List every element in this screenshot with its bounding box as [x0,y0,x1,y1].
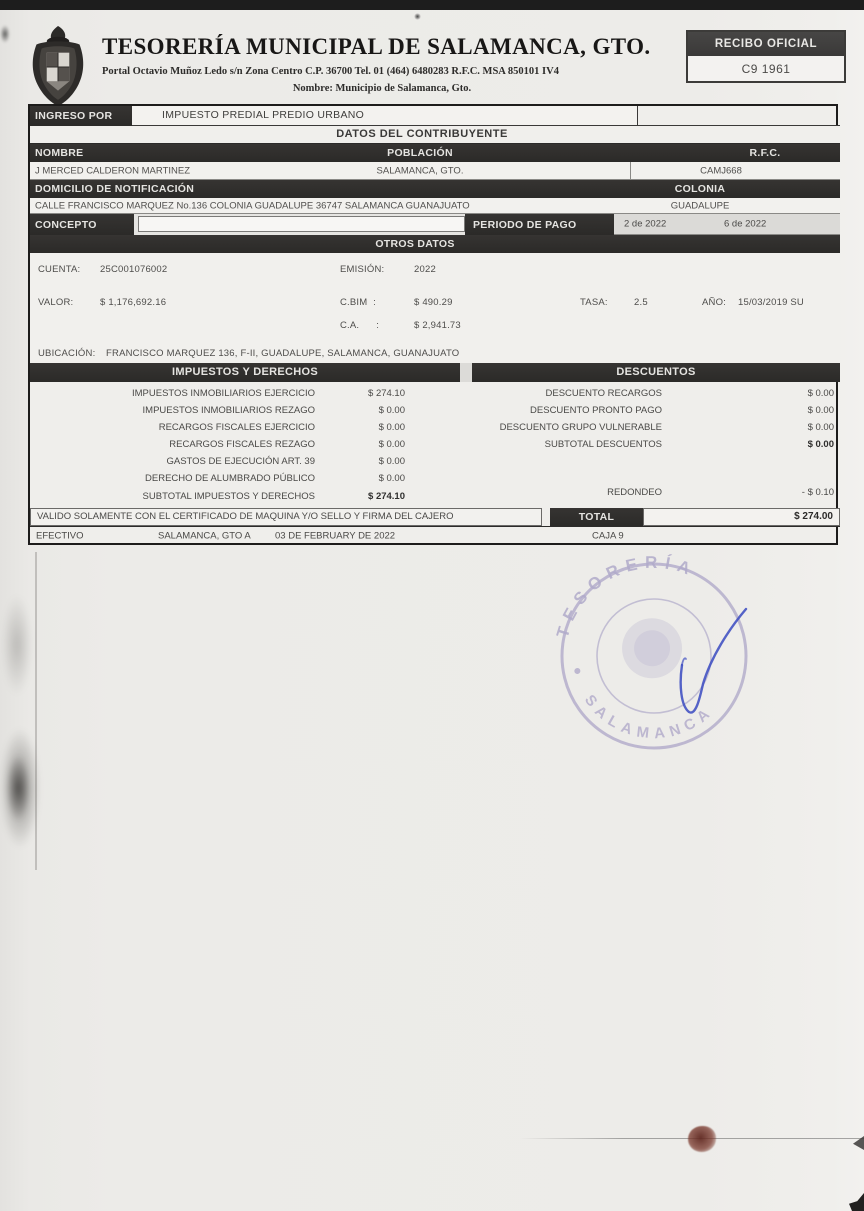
band-gap [460,363,472,382]
ubicacion-value: FRANCISCO MARQUEZ 136, F-II, GUADALUPE, SALAMANCA, GUANAJUATO [106,348,460,359]
receipt-number: C9 1961 [741,62,791,76]
concepto-row [30,214,840,235]
poblacion-label: POBLACIÓN [387,147,453,159]
valor-label: VALOR: [38,297,74,308]
ano-value: 15/03/2019 SU [738,297,804,308]
line-item-row: RECARGOS FISCALES REZAGO $ 0.00 [169,439,405,450]
scan-top-border [0,0,864,10]
subtotal-descuentos-row: SUBTOTAL DESCUENTOS $ 0.00 [544,439,834,450]
section-title: OTROS DATOS [375,238,455,250]
payment-date: 03 DE FEBRUARY DE 2022 [275,530,396,542]
ingreso-por-value-cell: IMPUESTO PREDIAL PREDIO URBANO [132,106,638,126]
ingreso-row-filler [638,106,840,126]
colonia-value: GUADALUPE [670,200,730,211]
domicilio-values-row [30,198,840,214]
line-item-row: RECARGOS FISCALES EJERCICIO $ 0.00 [158,422,405,433]
periodo-de-pago-label-cell: PERIODO DE PAGO [465,214,614,235]
scan-smudge [0,25,10,43]
receipt-box-label: RECIBO OFICIAL [688,32,844,56]
office-name-line: Nombre: Municipio de Salamanca, Gto. [292,83,472,94]
subtotal-impuestos-row: SUBTOTAL IMPUESTOS Y DERECHOS $ 274.10 [142,491,405,502]
payment-cashbox: CAJA 9 [592,530,624,542]
stamp-arc-bottom-text: SALAMANCA [580,691,718,743]
municipal-coat-of-arms-icon [29,25,87,107]
periodo-from: 2 de 2022 [624,218,667,230]
cashier-signature [636,585,776,735]
scan-speck [414,13,421,20]
ink-stain [688,1126,716,1152]
official-receipt-box [686,30,846,83]
cuenta-value: 25C001076002 [100,264,168,275]
contribuyente-rfc: CAMJ668 [700,165,742,176]
tasa-value: 2.5 [634,297,648,308]
section-otros-datos [30,235,840,253]
payment-method: EFECTIVO [36,530,84,542]
cuenta-label: CUENTA: [38,264,81,275]
line-item-row: IMPUESTOS INMOBILIARIOS EJERCICIO $ 274.10 [132,388,405,399]
payment-place: SALAMANCA, GTO A [158,530,251,542]
ingreso-por-label-cell: INGRESO POR [30,106,132,126]
concepto-label-cell: CONCEPTO [30,214,134,235]
ano-label: AÑO: [702,297,727,308]
colonia-label: COLONIA [674,183,726,195]
emision-label: EMISIÓN: [340,264,385,275]
domicilio-value: CALLE FRANCISCO MARQUEZ No.136 COLONIA GUADALUPE 36747 SALAMANCA GUANAJUATO [35,200,470,211]
line-item-row: DESCUENTO GRUPO VULNERABLE $ 0.00 [499,422,834,433]
line-item-row: IMPUESTOS INMOBILIARIOS REZAGO $ 0.00 [142,405,405,416]
emision-value: 2022 [414,264,436,275]
contribuyente-values-row [30,162,840,180]
ubicacion-label: UBICACIÓN: [38,348,96,359]
domicilio-header-band [30,180,840,198]
total-amount-cell: $ 274.00 [643,508,840,526]
periodo-de-pago-values [614,214,840,235]
domicilio-label: DOMICILIO DE NOTIFICACIÓN [35,183,195,195]
scan-smudge [0,728,40,848]
redondeo-row: REDONDEO - $ 0.10 [607,487,834,498]
cbim-value: $ 490.29 [414,297,453,308]
nombre-label: NOMBRE [35,147,84,159]
stamp-arc-top-text: TESORERÍA [552,552,700,640]
ca-label: C.A. : [340,320,380,331]
scan-edge-line [35,552,37,870]
office-address: Portal Octavio Muñoz Ledo s/n Zona Centro C.P. 36700 Tel. 01 (464) 6480283 R.F.C. MSA 850101 IV4 [102,66,559,77]
otros-datos-area [30,253,840,363]
valido-notice-cell: VALIDO SOLAMENTE CON EL CERTIFICADO DE MAQUINA Y/O SELLO Y FIRMA DEL CAJERO [30,508,542,526]
total-label-cell: TOTAL [550,508,643,526]
line-item-row: DESCUENTO RECARGOS $ 0.00 [545,388,834,399]
contribuyente-poblacion: SALAMANCA, GTO. [376,165,464,176]
contribuyente-nombre: J MERCED CALDERON MARTINEZ [35,165,191,176]
line-item-row: GASTOS DE EJECUCIÓN ART. 39 $ 0.00 [166,456,405,467]
concepto-value-box [138,216,465,232]
periodo-to: 6 de 2022 [724,218,767,230]
ca-value: $ 2,941.73 [414,320,461,331]
contribuyente-header-band [30,144,840,162]
receipt-form [28,104,838,545]
section-impuestos-y-derechos: IMPUESTOS Y DERECHOS [30,363,460,382]
rfc-label: R.F.C. [749,147,781,159]
tasa-label: TASA: [580,297,608,308]
line-item-row: DESCUENTO PRONTO PAGO $ 0.00 [530,405,834,416]
line-item-row: DERECHO DE ALUMBRADO PÚBLICO $ 0.00 [145,473,405,484]
scan-smudge [6,755,30,821]
scan-corner-mark [849,1193,864,1211]
section-datos-contribuyente [30,126,840,144]
cbim-label: C.BIM : [340,297,376,308]
section-title: DATOS DEL CONTRIBUYENTE [336,128,508,140]
office-title: TESORERÍA MUNICIPAL DE SALAMANCA, GTO. [102,34,651,59]
scan-smudge [2,595,32,695]
section-descuentos: DESCUENTOS [472,363,840,382]
valor-value: $ 1,176,692.16 [100,297,167,308]
